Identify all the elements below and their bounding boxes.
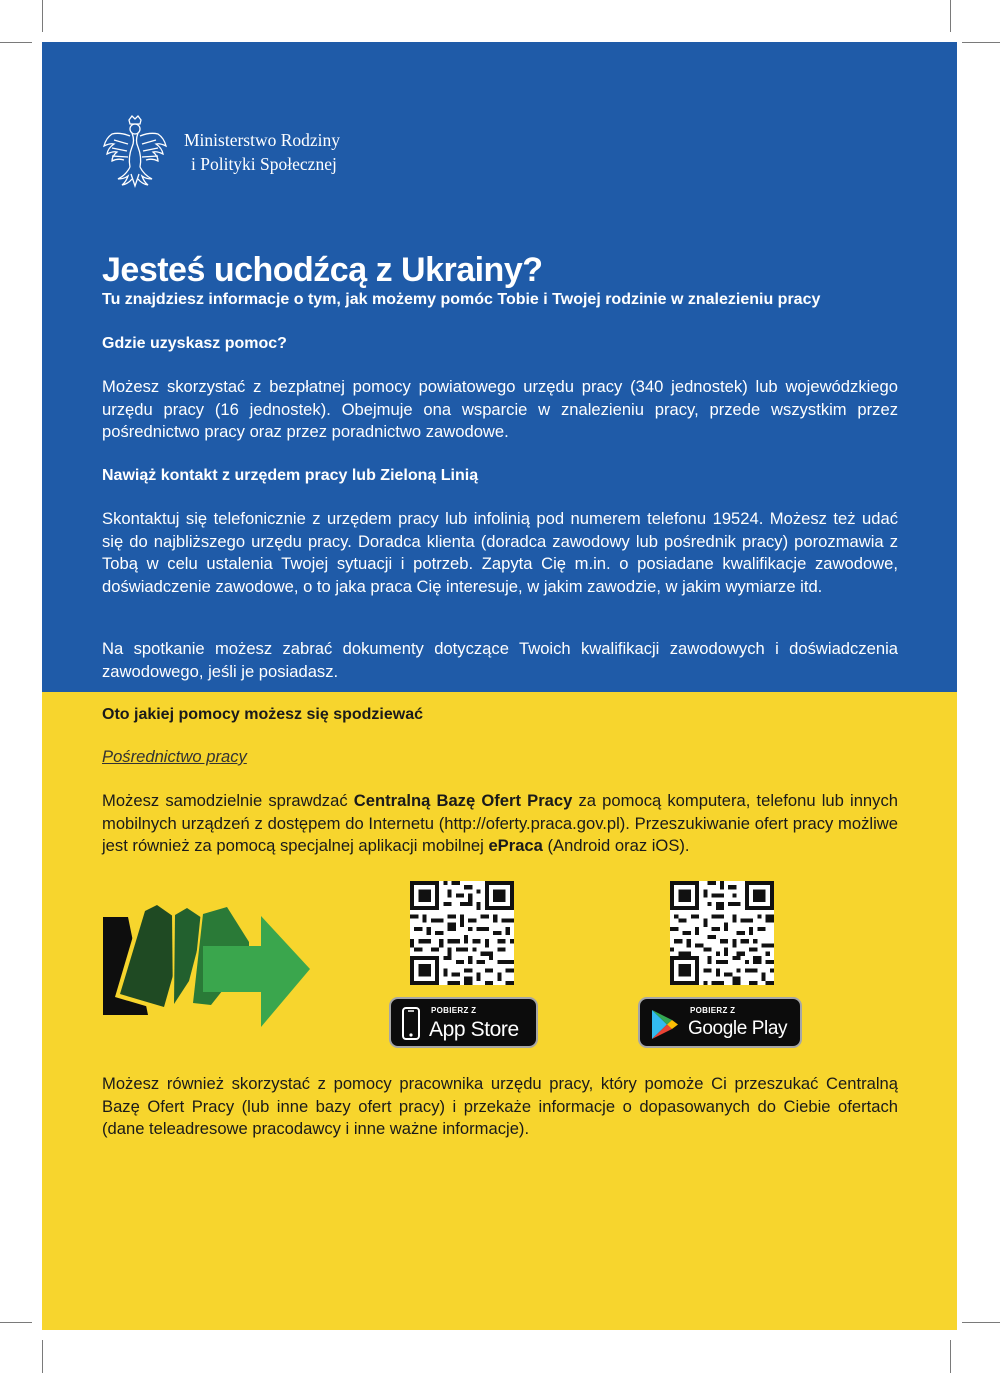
- crop-mark: [962, 1322, 1000, 1323]
- section-text-offer-bottom: Możesz również skorzystać z pomocy pracownika urzędu pracy, który pomoże Ci przeszukać Centralną Bazę Ofert Pracy (lub inne bazy ofert pracy) i przekaże informacje o dopasowanych do Ciebie ofertach (dane teleadresowe pracodawcy i inne ważne informacje).: [102, 1074, 898, 1138]
- phone-icon: [400, 1007, 422, 1040]
- page-subtitle: Tu znajdziesz informacje o tym, jak możemy pomóc Tobie i Twojej rodzinie w znalezieniu pracy: [102, 291, 821, 308]
- section-subtitle-mediation: Pośrednictwo pracy: [102, 747, 247, 766]
- google-play-icon: [650, 1009, 680, 1040]
- qr-code-appstore[interactable]: [410, 881, 514, 985]
- app-store-label: App Store: [429, 1018, 519, 1041]
- qr-code-googleplay[interactable]: [670, 881, 774, 985]
- crop-mark: [950, 1340, 951, 1373]
- arrows-logo-icon: [103, 899, 313, 1034]
- section-text-contact-2: Na spotkanie możesz zabrać dokumenty dotyczące Twoich kwalifikacji zawodowych i doświadczenia zawodowego, jeśli je posiadasz.: [102, 639, 898, 681]
- google-play-label: Google Play: [688, 1018, 788, 1039]
- eagle-emblem-icon: [102, 114, 168, 190]
- offer-text-part: Możesz samodzielnie sprawdzać: [102, 791, 354, 810]
- google-play-small-label: POBIERZ Z: [690, 1006, 736, 1015]
- crop-mark: [0, 42, 32, 43]
- section-text-help: Możesz skorzystać z bezpłatnej pomocy powiatowego urzędu pracy (340 jednostek) lub wojewódzkiego urzędu pracy (16 jednostek). Obejmuje ona wsparcie w znalezieniu pracy, przede wszystkim przez pośrednictwo pracy oraz przez poradnictwo zawodowe.: [102, 377, 898, 441]
- section-title-help: Gdzie uzyskasz pomoc?: [102, 335, 287, 352]
- crop-mark: [950, 0, 951, 32]
- section-title-offer: Oto jakiej pomocy możesz się spodziewać: [102, 706, 423, 723]
- crop-mark: [962, 42, 1000, 43]
- google-play-badge[interactable]: [638, 997, 802, 1048]
- offer-text-part: za pomocą komputera, telefonu lub innych mobilnych urządzeń z dostępem do Internetu (http://oferty.praca.gov.pl). Przeszukiwanie ofert pracy możliwe jest również za pomocą specjalnej aplikacji mobilnej: [102, 791, 898, 855]
- section-text-contact-1: Skontaktuj się telefonicznie z urzędem pracy lub infolinią pod numerem telefonu 19524. Możesz też udać się do najbliższego urzędu pracy. Doradca klienta (doradca zawodowy lub pośrednik pracy) porozmawia z Tobą w celu ustalenia Twojej sytuacji i potrzeb. Zapyta Cię m.in. o posiadane kwalifikacje zawodowe, doświadczenie zawodowe, o to jaka praca Cię interesuje, w jakim zawodzie, w jakim wymiarze itd.: [102, 509, 898, 596]
- offer-text-bold: ePraca: [488, 836, 543, 855]
- crop-mark: [42, 1340, 43, 1373]
- crop-mark: [0, 1322, 32, 1323]
- page-title: Jesteś uchodźcą z Ukrainy?: [102, 251, 543, 289]
- section-title-contact: Nawiąż kontakt z urzędem pracy lub Zieloną Linią: [102, 467, 479, 484]
- ministry-name-line2: i Polityki Społecznej: [191, 154, 337, 174]
- ministry-logo: [102, 114, 340, 190]
- ministry-name-line1: Ministerstwo Rodziny: [184, 130, 341, 150]
- offer-text-bold: Centralną Bazę Ofert Pracy: [353, 791, 573, 810]
- crop-mark: [42, 0, 43, 32]
- offer-text-part: (Android oraz iOS).: [542, 836, 690, 855]
- section-text-offer: [102, 790, 898, 858]
- app-store-small-label: POBIERZ Z: [431, 1006, 477, 1015]
- app-store-badge[interactable]: [389, 997, 538, 1048]
